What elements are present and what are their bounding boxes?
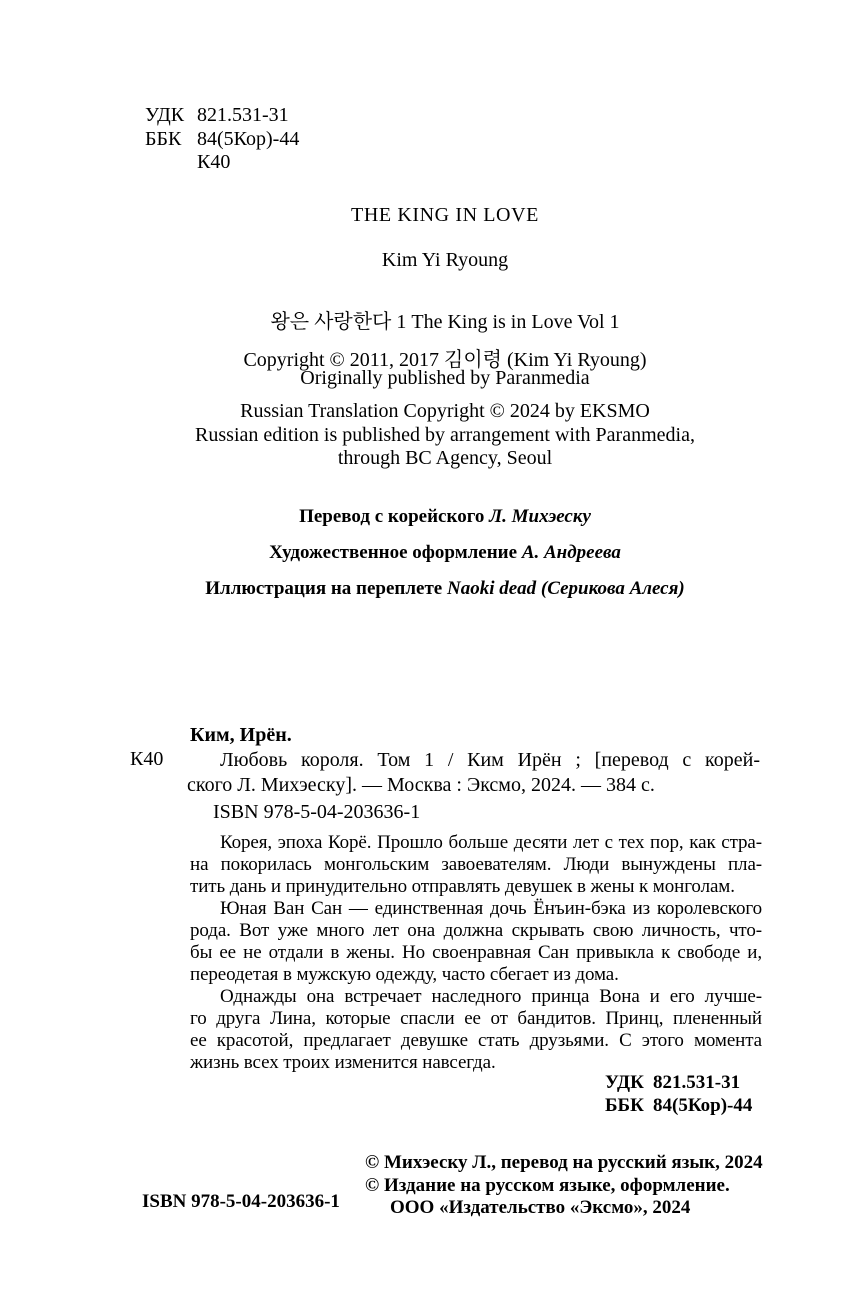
annotation-p1-line1: Корея, эпоха Корё. Прошло больше десяти лет с тех пор, как стра- (220, 832, 762, 853)
imprint-copyright-line-2: © Издание на русском языке, оформление. (365, 1174, 730, 1196)
catalog-isbn: ISBN 978-5-04-203636-1 (213, 801, 421, 823)
catalog-entry-line-1: Любовь короля. Том 1 / Ким Ирён ; [перевод с корей- (220, 749, 760, 771)
original-korean-title: 왕은 사랑한다 1 The King is in Love Vol 1 (270, 311, 620, 333)
bottom-classification-block (605, 1071, 752, 1117)
catalog-entry-line-2: ского Л. Михэеску]. — Москва : Эксмо, 2024. — 384 с. (187, 774, 655, 796)
arrangement-line-2: through BC Agency, Seoul (337, 447, 553, 469)
bbk-bottom-line (605, 1094, 752, 1117)
annotation-p2-line2: рода. Вот уже много лет она должна скрывать свою личность, что- (190, 920, 762, 941)
annotation-p1-line3: тить дань и принудительно отправлять девушек в жены к монголам. (190, 876, 735, 897)
udk-bottom-value: 821.531-31 (653, 1072, 741, 1093)
udk-bottom-label: УДК (605, 1072, 644, 1093)
annotation-p3-line2: го друга Лина, которые спасли ее от бандитов. Принц, плененный (190, 1008, 762, 1029)
imprint-copyright-line-1: © Михэеску Л., перевод на русский язык, 2024 (365, 1152, 763, 1173)
bbk-bottom-label: ББК (605, 1095, 644, 1116)
book-title-original: THE KING IN LOVE (351, 204, 539, 226)
illustrator-credit-prefix: Иллюстрация на переплете (205, 578, 447, 599)
designer-name: А. Андреева (521, 542, 621, 563)
top-classification-block (145, 104, 299, 175)
book-author-latin: Kim Yi Ryoung (381, 249, 509, 271)
imprint-copyright-block (365, 1152, 775, 1220)
udk-label: УДК (145, 104, 185, 126)
annotation-p3-line4: жизнь всех троих изменится навсегда. (190, 1052, 496, 1073)
translator-credit-line (130, 506, 760, 528)
annotation-p2-line4: переодетая в мужскую одежду, часто сбегает из дома. (190, 964, 619, 985)
author-sign: К40 (197, 151, 231, 173)
illustrator-name: Naoki dead (Серикова Алеся) (447, 578, 685, 599)
designer-credit-line (130, 542, 760, 564)
translator-credit-prefix: Перевод с корейского (299, 506, 490, 527)
bbk-top-line (145, 128, 299, 152)
author-sign-line (145, 151, 299, 175)
bbk-label: ББК (145, 127, 182, 150)
translator-name: Л. Михэеску (489, 506, 591, 527)
udk-bottom-line (605, 1071, 752, 1094)
designer-credit-prefix: Художественное оформление (269, 542, 522, 563)
annotation-p3-line3: ее красотой, предлагает девушке стать друзьями. С этого момента (190, 1030, 762, 1051)
illustrator-credit-line (130, 578, 760, 600)
udk-value: 821.531-31 (197, 104, 289, 126)
annotation-p2-line3: бы ее не отдали в жены. Но своенравная Сан привыкла к свободе и, (190, 942, 762, 963)
catalog-author-sign: К40 (130, 748, 164, 770)
catalog-author-heading: Ким, Ирён. (190, 724, 292, 746)
udk-top-line (145, 104, 299, 128)
imprint-publisher-line: ООО «Издательство «Эксмо», 2024 (390, 1197, 691, 1218)
annotation-p2-line1: Юная Ван Сан — единственная дочь Ёнъин-бэка из королевского (220, 898, 762, 919)
original-publisher-line: Originally published by Paranmedia (300, 367, 590, 389)
original-copyright-line: Copyright © 2011, 2017 김이령 (Kim Yi Ryoung) (243, 349, 647, 371)
annotation-p1-line2: на покорилась монгольским завоевателям. Люди вынуждены пла- (190, 854, 762, 875)
annotation-p3-line1: Однажды она встречает наследного принца Вона и его лучше- (220, 986, 762, 1007)
translation-copyright-line: Russian Translation Copyright © 2024 by EKSMO (240, 400, 650, 422)
arrangement-line-1: Russian edition is published by arrangement with Paranmedia, (195, 424, 695, 446)
bottom-isbn: ISBN 978-5-04-203636-1 (142, 1191, 340, 1212)
bbk-bottom-value: 84(5Кор)-44 (653, 1095, 753, 1116)
bbk-value: 84(5Кор)-44 (197, 127, 300, 150)
